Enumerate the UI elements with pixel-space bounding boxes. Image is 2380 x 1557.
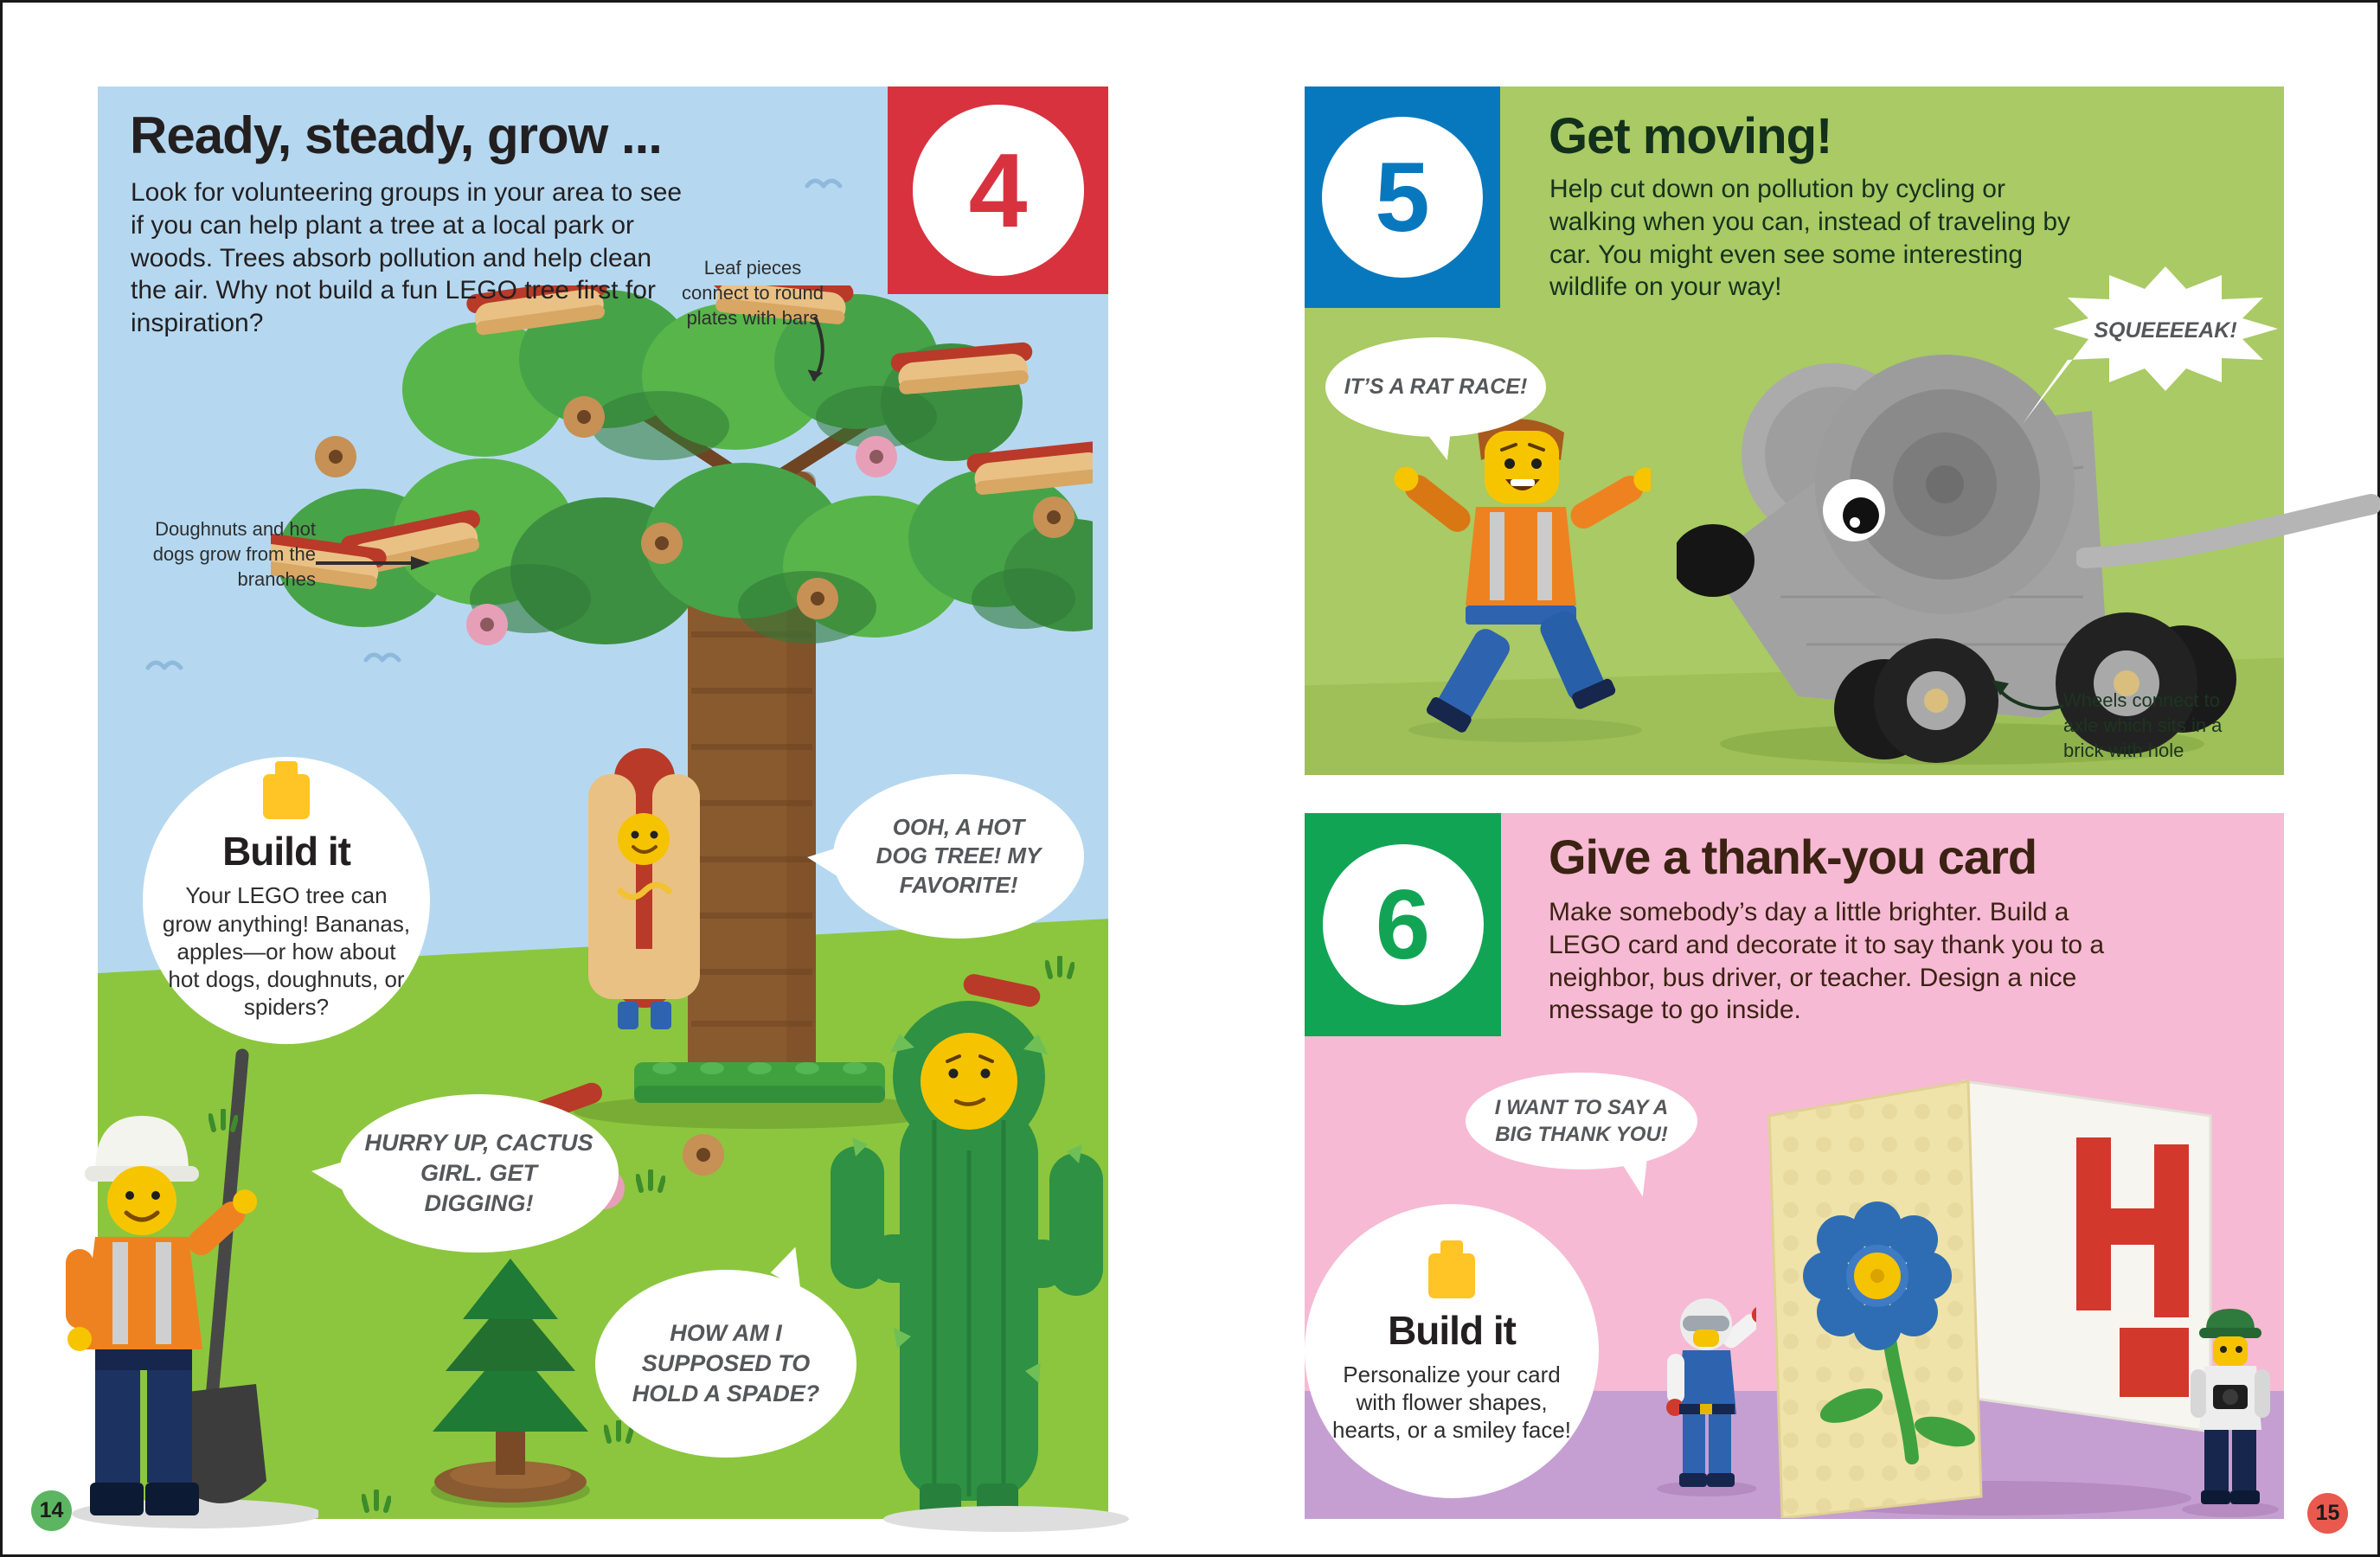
speech-bubble-worker: HURRY UP, CACTUS GIRL. GET DIGGING!	[339, 1094, 619, 1253]
badge-number: 5	[1375, 142, 1430, 253]
annotation-arrow	[796, 313, 848, 395]
lego-brick-icon	[263, 774, 310, 819]
bubble-tail	[311, 1161, 346, 1192]
bird-icon	[145, 655, 183, 672]
ready-steady-grow-panel	[98, 86, 1108, 1519]
annotation-wheels: Wheels connect to axle which sits in a brick with hole	[2063, 689, 2223, 762]
build-it-callout	[143, 757, 430, 1044]
bubble-tail	[1622, 1154, 1662, 1200]
lego-brick-icon	[1428, 1253, 1475, 1298]
sapling-build	[428, 1259, 593, 1509]
speech-bubble-thank-you: I WANT TO SAY A BIG THANK YOU!	[1466, 1073, 1697, 1169]
tip-number-badge-4	[888, 86, 1108, 294]
cactus-shadow	[881, 1503, 1132, 1535]
cactus-girl-minifigure	[818, 999, 1116, 1527]
section-title: Get moving!	[1549, 108, 1832, 164]
lego-thank-you-card	[1748, 1068, 2232, 1518]
page-number-left: 14	[31, 1490, 72, 1531]
build-it-title: Build it	[1388, 1307, 1516, 1353]
page-number-right: 15	[2307, 1493, 2348, 1534]
section-title: Give a thank-you card	[1549, 830, 2037, 884]
bubble-tail	[807, 847, 840, 878]
build-it-text: Personalize your card with flower shapes, hearts, or a smiley face!	[1332, 1361, 1571, 1444]
build-it-title: Build it	[222, 829, 350, 875]
build-it-callout	[1305, 1204, 1599, 1498]
speech-bubble-rat-race: IT’S A RAT RACE!	[1325, 337, 1546, 437]
grass-tuft	[208, 1109, 238, 1133]
racer-minifigure	[1657, 1293, 1756, 1496]
annotation-arrow	[316, 554, 433, 573]
annotation-arrow	[1990, 676, 2068, 715]
bubble-tail	[1425, 429, 1454, 463]
badge-number: 6	[1375, 869, 1431, 980]
photographer-minifigure	[2180, 1302, 2280, 1518]
build-it-text: Your LEGO tree can grow anything! Bananas, apples—or how about hot dogs, doughnuts, or spiders?	[162, 882, 411, 1021]
grass-tuft	[1045, 956, 1075, 980]
badge-number: 4	[968, 131, 1028, 249]
get-moving-panel	[1305, 86, 2284, 775]
speech-starburst-squeak: SQUEEEEAK!	[2014, 258, 2282, 426]
intro-text: Look for volunteering groups in your area to see if you can help plant a tree at a local park or woods. Trees absorb pollution and help clean the air. Why not build a fun LEGO tree first for inspiration?	[131, 178, 683, 338]
hotdog-minifigure	[581, 748, 707, 1034]
mouse-tail	[2076, 480, 2380, 584]
annotation-leaf-pieces: Leaf pieces connect to round plates with bars	[682, 257, 824, 330]
construction-worker-minifigure	[50, 1048, 318, 1533]
intro-text: Help cut down on pollution by cycling or walking when you can, instead of traveling by car. You might even see some interesting wildlife on your way!	[1549, 175, 2071, 302]
speech-bubble-hotdog: OOH, A HOT DOG TREE! MY FAVORITE!	[833, 774, 1084, 939]
grass-tuft	[636, 1169, 665, 1194]
tip-number-badge-5	[1305, 86, 1500, 308]
grass-tuft	[362, 1490, 391, 1514]
page-title: Ready, steady, grow ...	[130, 106, 662, 164]
tip-number-badge-6	[1305, 813, 1501, 1036]
bird-icon	[805, 173, 843, 190]
speech-bubble-cactus: HOW AM I SUPPOSED TO HOLD A SPADE?	[595, 1270, 856, 1458]
thank-you-card-panel	[1305, 813, 2284, 1519]
annotation-doughnuts: Doughnuts and hot dogs grow from the branches	[152, 518, 316, 591]
intro-text: Make somebody’s day a little brighter. Build a LEGO card and decorate it to say thank you to a neighbor, bus driver, or teacher. Design a nice message to go inside.	[1549, 898, 2105, 1025]
